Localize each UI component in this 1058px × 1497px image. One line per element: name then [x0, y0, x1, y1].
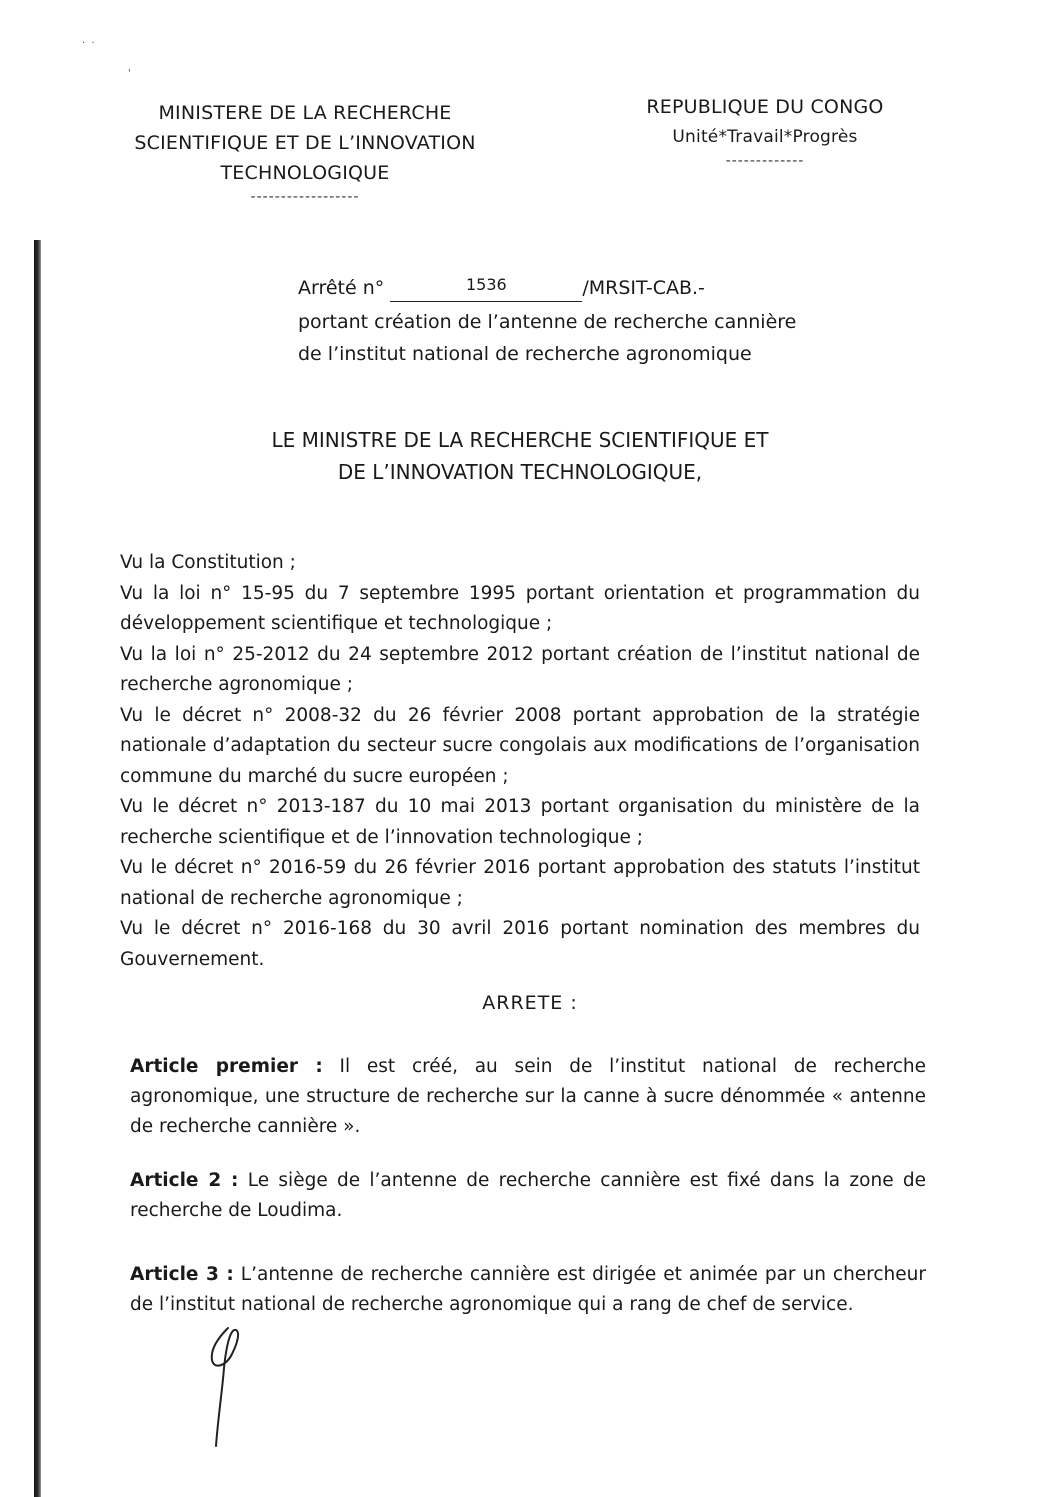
ministry-rule: ------------------: [250, 189, 360, 205]
decree-subject-line-2: de l’institut national de recherche agronomique: [298, 343, 752, 365]
arrete-heading: ARRETE :: [482, 992, 578, 1014]
article-3-label: Article 3 :: [130, 1264, 234, 1285]
republic-rule: -------------: [725, 153, 805, 169]
scan-speck: · ·: [82, 38, 95, 49]
visas-list: [120, 548, 920, 975]
scan-edge: [34, 240, 41, 1497]
decree-prefix: Arrêté n°: [298, 277, 385, 299]
article-2: [130, 1166, 926, 1226]
visa-item: Vu la loi n° 25-2012 du 24 septembre 2012 portant création de l’institut national de recherche agronomique ;: [120, 643, 920, 695]
visa-item: Vu le décret n° 2008-32 du 26 février 2008 portant approbation de la stratégie nationale d’adaptation du secteur sucre congolais aux modifications de l’organisation commune du marché du sucre européen ;: [120, 704, 920, 787]
visa-item: Vu la loi n° 15-95 du 7 septembre 1995 portant orientation et programmation du développement scientifique et technologique ;: [120, 582, 920, 634]
article-3-text: L’antenne de recherche cannière est dirigée et animée par un chercheur de l’institut national de recherche agronomique qui a rang de chef de service.: [130, 1264, 926, 1315]
minister-heading: [200, 424, 840, 488]
decree-title: [298, 272, 898, 370]
ministry-header: [95, 98, 515, 206]
decree-suffix: /MRSIT-CAB.-: [582, 277, 705, 299]
article-3: [130, 1260, 926, 1320]
visa-item: Vu le décret n° 2016-168 du 30 avril 2016 portant nomination des membres du Gouvernement.: [120, 918, 920, 970]
article-2-text: Le siège de l’antenne de recherche cannière est fixé dans la zone de recherche de Loudima.: [130, 1170, 926, 1221]
ministry-line-1: MINISTERE DE LA RECHERCHE: [158, 102, 452, 124]
minister-line-2: DE L’INNOVATION TECHNOLOGIQUE,: [337, 460, 703, 484]
scan-speck: ': [128, 68, 131, 79]
decree-subject-line-1: portant création de l’antenne de recherche cannière: [298, 311, 797, 333]
republic-motto: Unité*Travail*Progrès: [672, 127, 858, 147]
ministry-line-3: TECHNOLOGIQUE: [220, 162, 390, 184]
ministry-line-2: SCIENTIFIQUE ET DE L’INNOVATION: [134, 132, 476, 154]
handwritten-initials: [198, 1318, 258, 1453]
republic-name: REPUBLIQUE DU CONGO: [646, 96, 884, 118]
decree-number: 1536: [390, 269, 582, 302]
article-1-label: Article premier :: [130, 1056, 323, 1077]
article-1-text: Il est créé, au sein de l’institut national de recherche agronomique, une structure de recherche sur la canne à sucre dénommée « antenne de recherche cannière ».: [130, 1056, 926, 1137]
decree-number-line: [298, 272, 898, 306]
visa-item: Vu le décret n° 2013-187 du 10 mai 2013 portant organisation du ministère de la recherche scientifique et de l’innovation technologique ;: [120, 796, 920, 848]
republic-header: [620, 92, 910, 170]
article-2-label: Article 2 :: [130, 1170, 239, 1191]
minister-line-1: LE MINISTRE DE LA RECHERCHE SCIENTIFIQUE ET: [271, 428, 769, 452]
visa-item: Vu la Constitution ;: [120, 552, 296, 573]
article-1: [130, 1052, 926, 1142]
visa-item: Vu le décret n° 2016-59 du 26 février 2016 portant approbation des statuts l’institut national de recherche agronomique ;: [120, 857, 920, 909]
